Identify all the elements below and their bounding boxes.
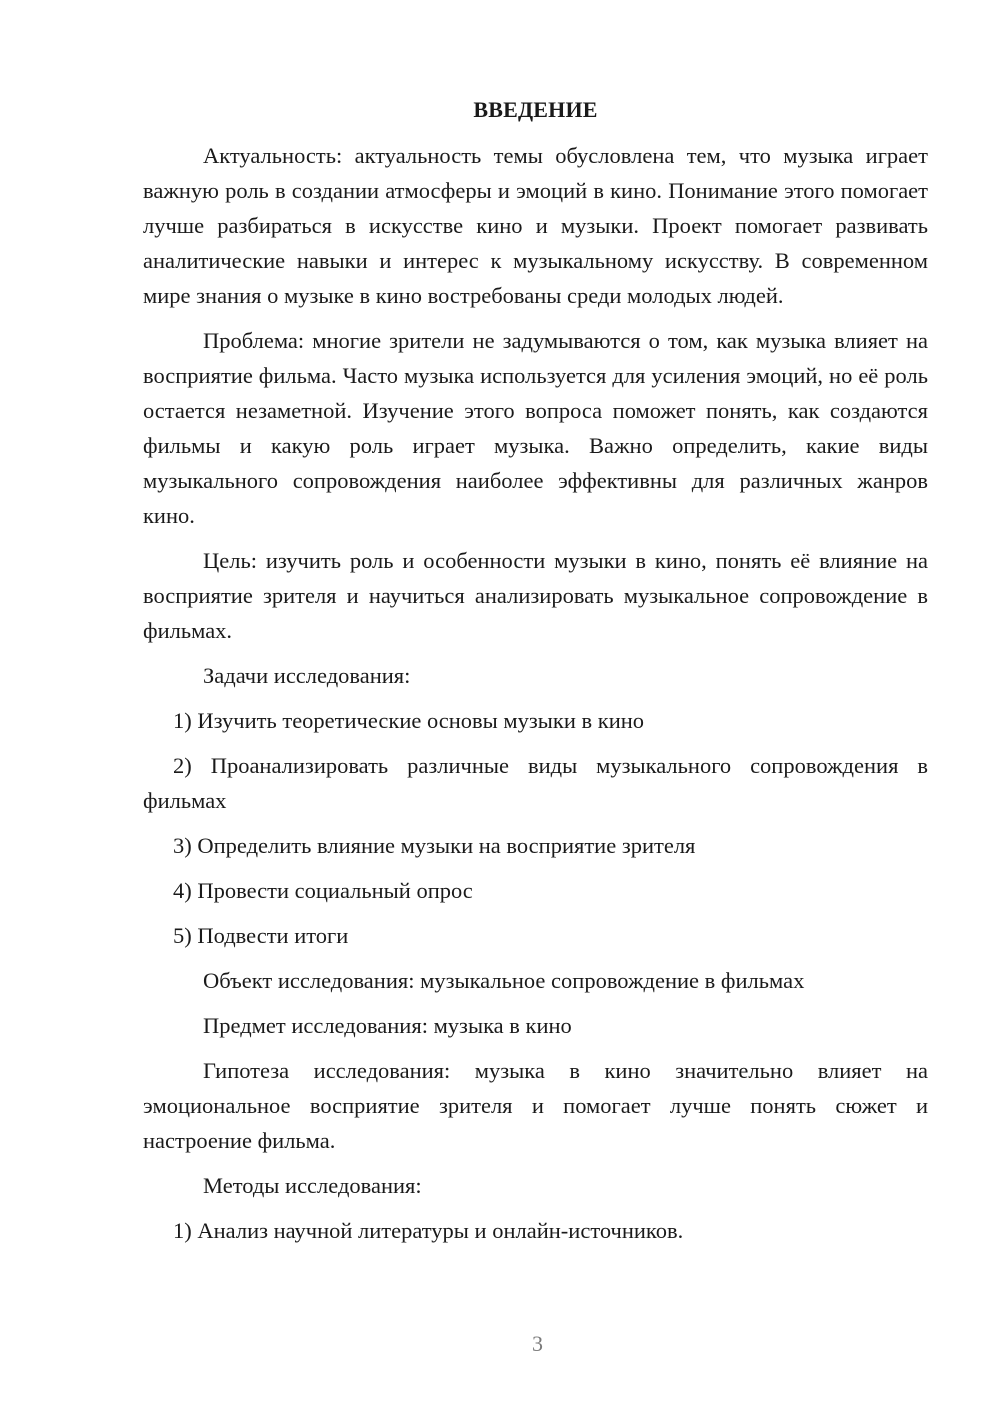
problem-paragraph: Проблема: многие зрители не задумываются о том, как музыка влияет на восприятие фильма. Часто музыка используется для усиления эмоций, но её роль остается незаметной. Изучение этого вопроса поможет понять, как создаются фильмы и какую роль играет музыка. Важно определить, какие виды музыкального сопровождения наиболее эффективны для различных жанров кино. — [143, 328, 928, 528]
research-object: Объект исследования: музыкальное сопровождение в фильмах — [203, 968, 805, 993]
task-item: 3) Определить влияние музыки на восприятие зрителя — [173, 833, 696, 858]
page-content — [143, 94, 928, 1258]
research-hypothesis: Гипотеза исследования: музыка в кино значительно влияет на эмоциональное восприятие зрителя и помогает лучше понять сюжет и настроение фильма. — [143, 1058, 928, 1153]
methods-heading: Методы исследования: — [203, 1173, 422, 1198]
task-item: 4) Провести социальный опрос — [173, 878, 473, 903]
task-item: 1) Изучить теоретические основы музыки в кино — [173, 708, 645, 733]
method-item: 1) Анализ научной литературы и онлайн-источников. — [173, 1218, 684, 1243]
task-item: 5) Подвести итоги — [173, 923, 349, 948]
tasks-heading: Задачи исследования: — [203, 663, 411, 688]
section-title: ВВЕДЕНИЕ — [473, 97, 598, 122]
relevance-paragraph: Актуальность: актуальность темы обусловлена тем, что музыка играет важную роль в создании атмосферы и эмоций в кино. Понимание этого помогает лучше разбираться в искусстве кино и музыки. Проект помогает развивать аналитические навыки и интерес к музыкальному искусству. В современном мире знания о музыке в кино востребованы среди молодых людей. — [143, 143, 928, 308]
goal-paragraph: Цель: изучить роль и особенности музыки в кино, понять её влияние на восприятие зрителя и научиться анализировать музыкальное сопровождение в фильмах. — [143, 548, 928, 643]
research-subject: Предмет исследования: музыка в кино — [203, 1013, 572, 1038]
page-number: 3 — [532, 1331, 543, 1356]
task-item: 2) Проанализировать различные виды музыкального сопровождения в фильмах — [143, 753, 928, 813]
